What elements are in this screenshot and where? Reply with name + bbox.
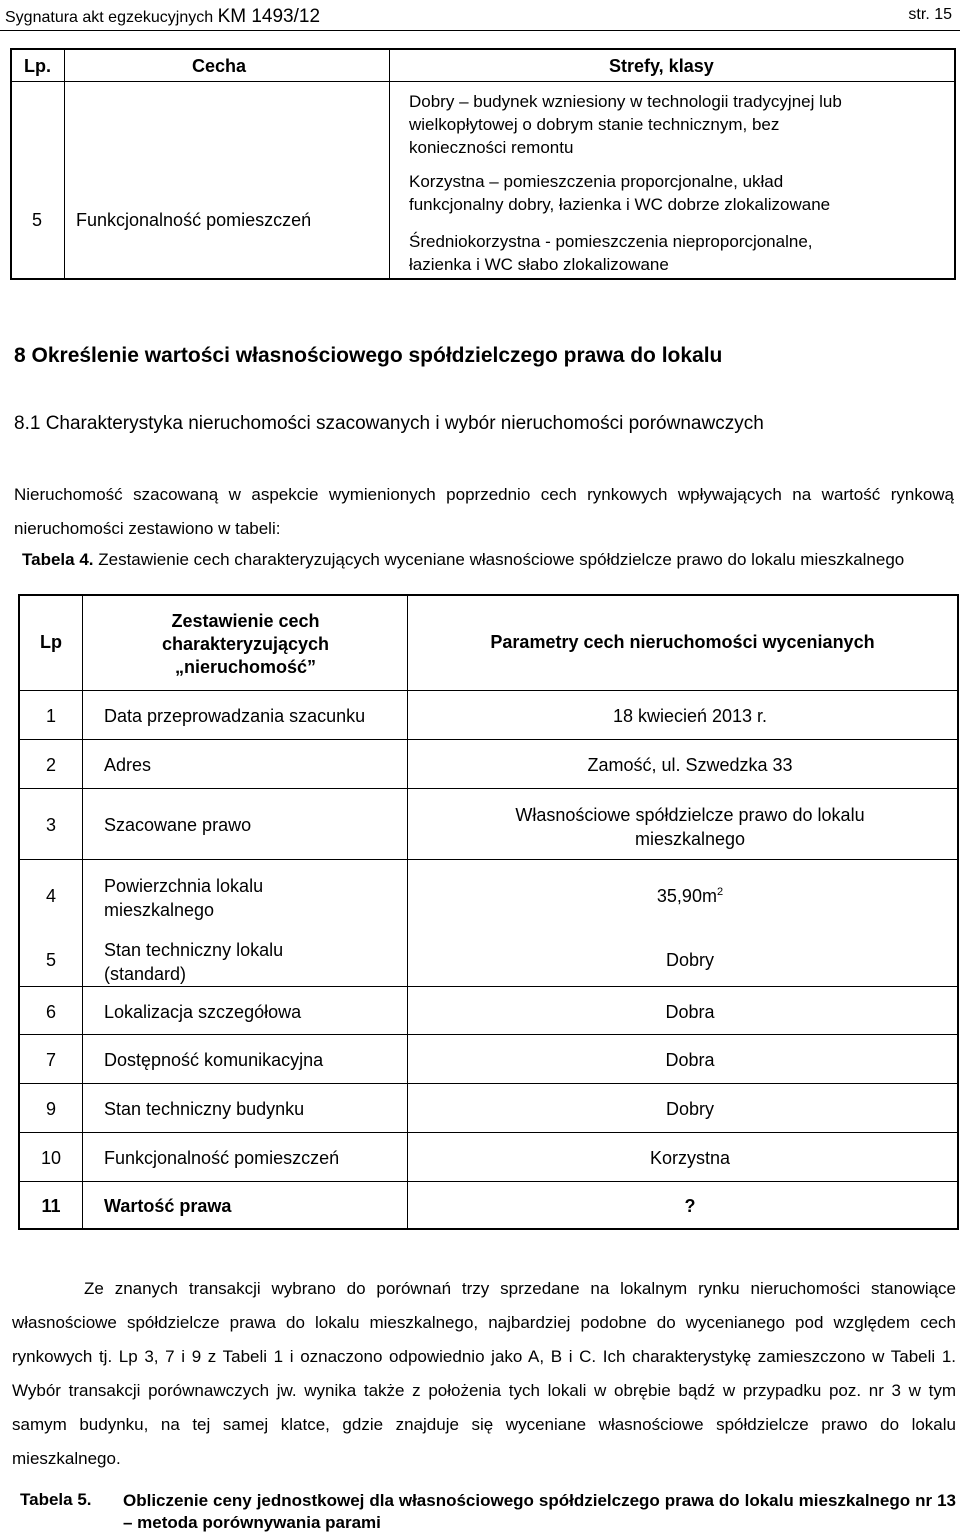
zone-option-favorable: Korzystna – pomieszczenia proporcjonalne, układ funkcjonalny dobry, łazienka i WC dobrze zlokalizowane	[409, 172, 831, 214]
page-header	[0, 2, 960, 31]
row-feature: Data przeprowadzania szacunku	[104, 706, 366, 726]
valuation-features-table	[18, 594, 959, 1230]
table-divider	[20, 859, 957, 860]
table-divider	[20, 1132, 957, 1133]
column-header-feature: Zestawienie cech charakteryzujących „nieruchomość”	[161, 611, 330, 677]
subsection-heading: 8.1 Charakterystyka nieruchomości szacowanych i wybór nieruchomości porównawczych	[14, 413, 764, 434]
row-lp: 9	[45, 1099, 56, 1119]
row-lp: 11	[41, 1196, 61, 1216]
row-value: Zamość, ul. Szwedzka 33	[587, 755, 793, 775]
row-value: Dobra	[665, 1050, 715, 1070]
row-feature: Funkcjonalność pomieszczeń	[104, 1148, 340, 1168]
row-feature: Stan techniczny lokalu (standard)	[104, 940, 284, 984]
row-value: Dobry	[665, 1099, 714, 1119]
row-lp: 6	[45, 1002, 56, 1022]
table-divider	[64, 50, 65, 278]
row-value: Korzystna	[649, 1148, 731, 1168]
column-header-zones: Strefy, klasy	[609, 56, 714, 76]
row-lp: 1	[45, 706, 56, 726]
row-feature: Powierzchnia lokalu mieszkalnego	[104, 876, 264, 920]
row-feature: Stan techniczny budynku	[104, 1099, 305, 1119]
intro-paragraph: Nieruchomość szacowaną w aspekcie wymienionych poprzednio cech rynkowych wpływających na wartość rynkową nieruchomości zestawiono w tabeli:	[14, 485, 954, 538]
comparison-paragraph: Ze znanych transakcji wybrano do porównań trzy sprzedane na lokalnym rynku nieruchomości stanowiące własnościowe spółdzielcze prawa do lokalu mieszkalnego, najbardziej podobne do wycenianego pod względem cech rynkowych tj. Lp 3, 7 i 9 z Tabeli 1 i oznaczono odpowiednio jako A, B i C. Ich charakterystykę zamieszczono w Tabeli 1. Wybór transakcji porównawczych jw. wynika także z położenia tych lokali w obrębie bądź w przypadku poz. nr 3 w tym samym budynku, na tej samej klatce, gdzie znajduje się wyceniane własnościowe spółdzielcze prawo do lokalu mieszkalnego.	[12, 1279, 956, 1468]
row-lp: 5	[45, 950, 56, 970]
row-value: Dobry	[665, 950, 714, 970]
row-lp: 4	[45, 886, 56, 906]
row-value: $35,90m^2$	[656, 886, 724, 906]
row-feature: Funkcjonalność pomieszczeń	[76, 210, 312, 230]
table5-label: Tabela 5.	[20, 1490, 92, 1509]
page-number: str. 15	[908, 6, 952, 23]
row-feature: Lokalizacja szczegółowa	[104, 1002, 302, 1022]
row-feature: Szacowane prawo	[104, 815, 252, 835]
row-value: Dobra	[665, 1002, 715, 1022]
table-divider	[20, 986, 957, 987]
row-value: Własnościowe spółdzielcze prawo do lokalu mieszkalnego	[515, 805, 865, 849]
zone-option-medium: Średniokorzystna - pomieszczenia nieproporcjonalne, łazienka i WC słabo zlokalizowane	[409, 232, 813, 274]
section-heading: 8 Określenie wartości własnościowego spółdzielczego prawa do lokalu	[14, 344, 723, 367]
column-header-lp: Lp	[40, 632, 62, 652]
row-lp: 7	[45, 1050, 56, 1070]
row-feature: Adres	[104, 755, 152, 775]
table-divider	[20, 1034, 957, 1035]
signature-label: Sygnatura akt egzekucyjnych	[5, 9, 214, 26]
column-header-params: Parametry cech nieruchomości wycenianych	[490, 632, 875, 652]
column-header-lp: Lp.	[24, 56, 51, 76]
row-lp: 5	[32, 210, 43, 230]
table-divider	[389, 50, 390, 278]
table-caption: Tabela 4. Zestawienie cech charakteryzujących wyceniane własnościowe spółdzielcze prawo do lokalu mieszkalnego	[22, 550, 905, 569]
table-divider	[20, 1083, 957, 1084]
table-divider	[20, 1181, 957, 1182]
row-lp: 2	[45, 755, 56, 775]
case-number: KM 1493/12	[217, 6, 321, 27]
column-header-feature: Cecha	[192, 56, 247, 76]
row-value: ?	[684, 1196, 696, 1216]
row-value: 18 kwiecień 2013 r.	[612, 706, 768, 726]
row-feature: Dostępność komunikacyjna	[104, 1050, 324, 1070]
row-lp: 10	[40, 1148, 62, 1168]
row-lp: 3	[45, 815, 56, 835]
table-divider	[12, 81, 954, 82]
zone-option-good: Dobry – budynek wzniesiony w technologii tradycyjnej lub wielkopłytowej o dobrym stanie technicznym, bez konieczności remontu	[409, 92, 842, 157]
table-divider	[20, 788, 957, 789]
table-divider	[20, 690, 957, 691]
case-signature	[5, 6, 320, 28]
table5-caption: Obliczenie ceny jednostkowej dla własnościowego spółdzielczego prawa do lokalu mieszkalnego nr 13 – metoda porównywania parami	[123, 1491, 956, 1532]
table-divider	[20, 739, 957, 740]
row-feature: Wartość prawa	[104, 1196, 232, 1216]
features-zones-table	[10, 48, 956, 280]
